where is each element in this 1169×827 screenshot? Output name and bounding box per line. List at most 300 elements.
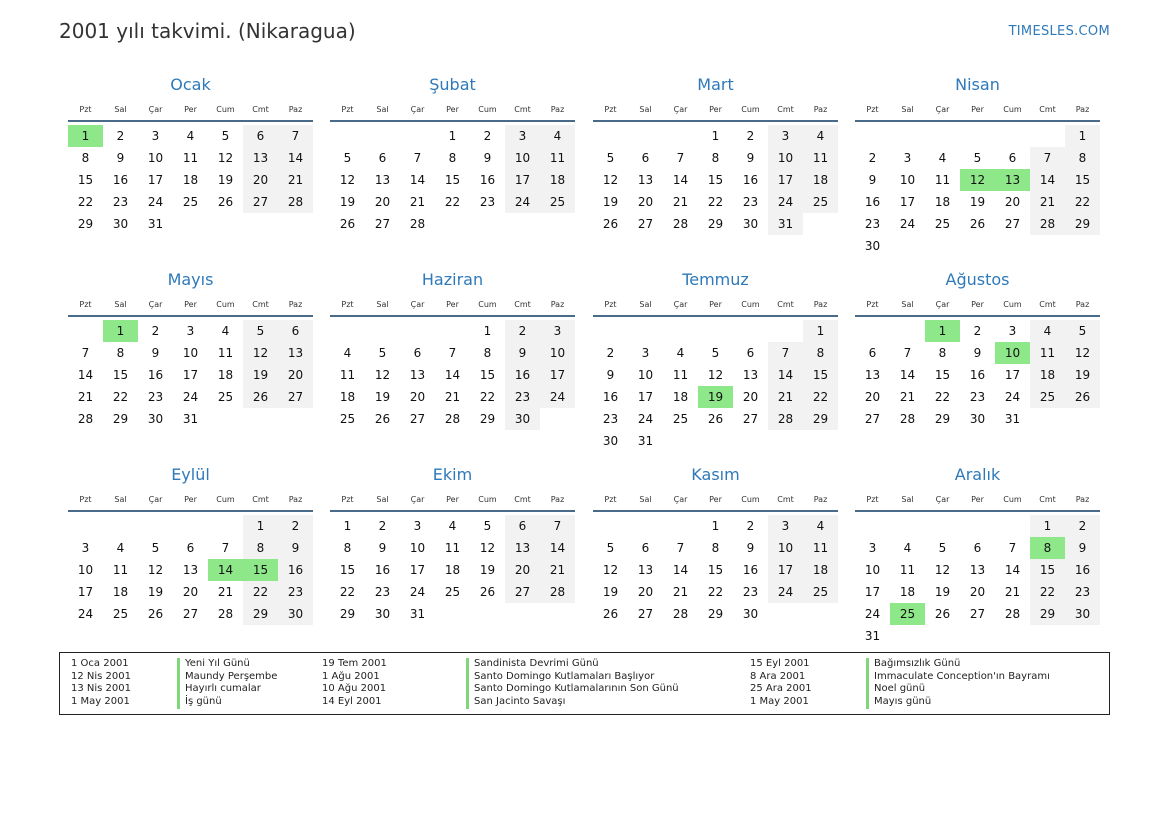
day-cell: 25 (1030, 386, 1065, 408)
weekday-label: Cmt (252, 494, 269, 504)
day-cell: 10 (182, 346, 199, 360)
weekday-label: Çar (673, 104, 688, 114)
day-cell: 31 (864, 629, 881, 643)
day-cell: 4 (938, 151, 947, 165)
month-1 (68, 72, 313, 235)
day-cell: 11 (899, 563, 916, 577)
weekday-label: Pzt (866, 299, 879, 309)
weekday-label: Cmt (1039, 494, 1056, 504)
day-cell: 5 (378, 346, 387, 360)
day-cell: 26 (934, 607, 951, 621)
month-11 (593, 462, 838, 625)
day-cell: 20 (182, 585, 199, 599)
days-grid (593, 512, 838, 625)
days-grid (855, 317, 1100, 430)
day-cell: 28 (672, 217, 689, 231)
day-cell: 19 (339, 195, 356, 209)
weekday-label: Cmt (252, 299, 269, 309)
day-cell: 1 (483, 324, 492, 338)
day-cell: 27 (374, 217, 391, 231)
weekday-label: Pzt (341, 494, 354, 504)
month-name: Kasım (691, 465, 740, 484)
weekday-header (855, 293, 1100, 317)
day-cell: 23 (505, 386, 540, 408)
day-cell: 22 (707, 585, 724, 599)
day-cell: 9 (1065, 537, 1100, 559)
day-cell: 23 (969, 390, 986, 404)
weekday-label: Sal (901, 299, 914, 309)
day-cell: 31 (1004, 412, 1021, 426)
day-cell: 15 (112, 368, 129, 382)
day-cell: 7 (413, 151, 422, 165)
day-cell: 21 (1030, 191, 1065, 213)
day-cell: 14 (409, 173, 426, 187)
day-cell: 22 (339, 585, 356, 599)
day-cell: 28 (768, 408, 803, 430)
day-cell: 19 (934, 585, 951, 599)
weekday-label: Cum (478, 104, 497, 114)
day-cell: 10 (540, 342, 575, 364)
weekday-label: Sal (901, 104, 914, 114)
day-cell: 17 (864, 585, 881, 599)
day-cell: 3 (505, 125, 540, 147)
day-cell: 23 (1065, 581, 1100, 603)
weekday-label: Per (971, 104, 984, 114)
day-cell: 17 (147, 173, 164, 187)
legend-holiday-name: Yeni Yıl Günü (177, 658, 277, 671)
day-cell: 29 (339, 607, 356, 621)
day-cell: 30 (864, 239, 881, 253)
day-cell: 21 (768, 386, 803, 408)
legend-date-column (322, 658, 387, 709)
days-grid (855, 512, 1100, 647)
day-cell: 13 (742, 368, 759, 382)
weekday-label: Çar (673, 299, 688, 309)
legend-date: 1 Ağu 2001 (322, 670, 380, 682)
weekday-label: Sal (639, 299, 652, 309)
day-cell: 4 (676, 346, 685, 360)
day-cell: 10 (409, 541, 426, 555)
weekday-label: Cmt (777, 104, 794, 114)
day-cell: 6 (973, 541, 982, 555)
day-cell: 9 (973, 346, 982, 360)
day-cell: 4 (448, 519, 457, 533)
day-cell: 12 (217, 151, 234, 165)
day-cell: 21 (672, 585, 689, 599)
day-cell: 29 (1030, 603, 1065, 625)
day-cell: 15 (803, 364, 838, 386)
day-cell: 22 (1030, 581, 1065, 603)
month-5 (68, 267, 313, 430)
day-cell: 22 (1065, 191, 1100, 213)
weekday-label: Per (709, 494, 722, 504)
day-cell: 1 (243, 515, 278, 537)
day-cell: 9 (606, 368, 615, 382)
legend-date: 19 Tem 2001 (322, 658, 387, 669)
weekday-label: Paz (1075, 494, 1090, 504)
day-cell: 2 (378, 519, 387, 533)
month-name: Mayıs (167, 270, 214, 289)
day-cell: 1 (343, 519, 352, 533)
holiday-day-cell: 8 (1030, 537, 1065, 559)
day-cell: 8 (1065, 147, 1100, 169)
day-cell: 13 (505, 537, 540, 559)
day-cell: 25 (444, 585, 461, 599)
day-cell: 25 (672, 412, 689, 426)
day-cell: 21 (409, 195, 426, 209)
weekday-label: Sal (901, 494, 914, 504)
day-cell: 5 (973, 151, 982, 165)
weekday-label: Çar (410, 104, 425, 114)
day-cell: 12 (707, 368, 724, 382)
weekday-label: Cum (216, 494, 235, 504)
month-name: Şubat (429, 75, 476, 94)
day-cell: 29 (707, 217, 724, 231)
day-cell: 5 (243, 320, 278, 342)
day-cell: 22 (803, 386, 838, 408)
day-cell: 20 (637, 585, 654, 599)
weekday-label: Cum (216, 299, 235, 309)
weekday-label: Çar (148, 299, 163, 309)
day-cell: 30 (969, 412, 986, 426)
legend-holiday-name: Santo Domingo Kutlamaları Başlıyor (466, 671, 679, 684)
day-cell: 4 (1030, 320, 1065, 342)
weekday-label: Cmt (1039, 104, 1056, 114)
day-cell: 23 (479, 195, 496, 209)
weekday-header (593, 293, 838, 317)
day-cell: 11 (339, 368, 356, 382)
day-cell: 22 (479, 390, 496, 404)
day-cell: 18 (1030, 364, 1065, 386)
weekday-label: Paz (550, 299, 565, 309)
day-cell: 31 (182, 412, 199, 426)
weekday-label: Pzt (79, 104, 92, 114)
weekday-label: Çar (935, 299, 950, 309)
day-cell: 19 (969, 195, 986, 209)
month-6 (330, 267, 575, 430)
day-cell: 6 (1008, 151, 1017, 165)
day-cell: 7 (676, 541, 685, 555)
weekday-label: Per (971, 299, 984, 309)
day-cell: 6 (413, 346, 422, 360)
legend-date: 14 Eyl 2001 (322, 696, 382, 708)
day-cell: 13 (409, 368, 426, 382)
day-cell: 9 (116, 151, 125, 165)
day-cell: 14 (1004, 563, 1021, 577)
day-cell: 7 (903, 346, 912, 360)
day-cell: 9 (746, 541, 755, 555)
day-cell: 28 (1004, 607, 1021, 621)
day-cell: 27 (969, 607, 986, 621)
weekday-label: Cum (478, 299, 497, 309)
holiday-day-cell: 1 (68, 125, 103, 147)
day-cell: 25 (112, 607, 129, 621)
day-cell: 14 (444, 368, 461, 382)
days-grid (68, 122, 313, 235)
month-3 (593, 72, 838, 235)
days-grid (68, 512, 313, 625)
day-cell: 3 (768, 125, 803, 147)
weekday-header (330, 293, 575, 317)
day-cell: 3 (151, 129, 160, 143)
legend-holiday-name: Sandinista Devrimi Günü (466, 658, 679, 671)
holiday-day-cell: 19 (698, 386, 733, 408)
weekday-label: Paz (813, 494, 828, 504)
weekday-header (855, 98, 1100, 122)
day-cell: 23 (864, 217, 881, 231)
weekday-label: Cmt (252, 104, 269, 114)
day-cell: 3 (540, 320, 575, 342)
weekday-label: Pzt (866, 494, 879, 504)
day-cell: 29 (479, 412, 496, 426)
day-cell: 9 (505, 342, 540, 364)
day-cell: 4 (803, 125, 838, 147)
day-cell: 30 (505, 408, 540, 430)
day-cell: 11 (803, 537, 838, 559)
day-cell: 5 (151, 541, 160, 555)
day-cell: 23 (602, 412, 619, 426)
day-cell: 22 (934, 390, 951, 404)
day-cell: 15 (1065, 169, 1100, 191)
day-cell: 12 (602, 563, 619, 577)
day-cell: 2 (116, 129, 125, 143)
day-cell: 21 (217, 585, 234, 599)
day-cell: 20 (278, 364, 313, 386)
day-cell: 26 (602, 607, 619, 621)
day-cell: 7 (1008, 541, 1017, 555)
day-cell: 3 (413, 519, 422, 533)
weekday-label: Çar (935, 104, 950, 114)
days-grid (593, 122, 838, 235)
day-cell: 16 (374, 563, 391, 577)
day-cell: 16 (505, 364, 540, 386)
day-cell: 26 (707, 412, 724, 426)
day-cell: 27 (637, 217, 654, 231)
day-cell: 10 (864, 563, 881, 577)
day-cell: 16 (1065, 559, 1100, 581)
day-cell: 6 (278, 320, 313, 342)
legend-holiday-name: Immaculate Conception'ın Bayramı (866, 671, 1050, 684)
day-cell: 25 (803, 191, 838, 213)
day-cell: 1 (711, 519, 720, 533)
day-cell: 27 (182, 607, 199, 621)
day-cell: 22 (112, 390, 129, 404)
day-cell: 26 (217, 195, 234, 209)
day-cell: 4 (540, 125, 575, 147)
weekday-label: Paz (288, 104, 303, 114)
day-cell: 25 (339, 412, 356, 426)
weekday-label: Pzt (866, 104, 879, 114)
day-cell: 24 (505, 191, 540, 213)
weekday-label: Per (446, 494, 459, 504)
day-cell: 6 (186, 541, 195, 555)
day-cell: 16 (742, 563, 759, 577)
legend-date: 12 Nis 2001 (71, 670, 131, 682)
weekday-label: Sal (114, 494, 127, 504)
day-cell: 11 (540, 147, 575, 169)
holiday-day-cell: 25 (890, 603, 925, 625)
day-cell: 3 (641, 346, 650, 360)
legend-holiday-name: San Jacinto Savaşı (466, 696, 679, 709)
weekday-label: Per (184, 299, 197, 309)
weekday-label: Cmt (1039, 299, 1056, 309)
weekday-header (593, 98, 838, 122)
days-grid (330, 122, 575, 235)
weekday-label: Pzt (604, 494, 617, 504)
day-cell: 6 (243, 125, 278, 147)
day-cell: 31 (637, 434, 654, 448)
legend-name-column (177, 658, 277, 709)
day-cell: 5 (606, 151, 615, 165)
day-cell: 24 (768, 581, 803, 603)
weekday-header (68, 98, 313, 122)
holiday-day-cell: 12 (960, 169, 995, 191)
holiday-legend (59, 652, 1110, 715)
day-cell: 18 (182, 173, 199, 187)
day-cell: 20 (864, 390, 881, 404)
day-cell: 24 (182, 390, 199, 404)
day-cell: 26 (374, 412, 391, 426)
day-cell: 15 (479, 368, 496, 382)
weekday-header (330, 488, 575, 512)
day-cell: 3 (1008, 324, 1017, 338)
day-cell: 5 (343, 151, 352, 165)
day-cell: 18 (540, 169, 575, 191)
legend-holiday-name: Bağımsızlık Günü (866, 658, 1050, 671)
day-cell: 24 (540, 386, 575, 408)
day-cell: 18 (803, 559, 838, 581)
day-cell: 4 (803, 515, 838, 537)
weekday-label: Per (184, 494, 197, 504)
weekday-label: Paz (1075, 104, 1090, 114)
day-cell: 14 (672, 173, 689, 187)
day-cell: 1 (711, 129, 720, 143)
day-cell: 2 (606, 346, 615, 360)
day-cell: 5 (938, 541, 947, 555)
day-cell: 6 (641, 541, 650, 555)
weekday-label: Sal (114, 104, 127, 114)
day-cell: 2 (151, 324, 160, 338)
day-cell: 3 (186, 324, 195, 338)
day-cell: 16 (864, 195, 881, 209)
holiday-day-cell: 15 (243, 559, 278, 581)
day-cell: 25 (182, 195, 199, 209)
day-cell: 25 (540, 191, 575, 213)
legend-date: 1 May 2001 (71, 696, 130, 708)
day-cell: 9 (278, 537, 313, 559)
day-cell: 17 (637, 390, 654, 404)
day-cell: 13 (637, 563, 654, 577)
legend-date-column (750, 658, 812, 709)
day-cell: 12 (147, 563, 164, 577)
day-cell: 27 (409, 412, 426, 426)
month-8 (855, 267, 1100, 430)
weekday-label: Çar (410, 299, 425, 309)
day-cell: 14 (1030, 169, 1065, 191)
day-cell: 20 (742, 390, 759, 404)
site-link[interactable]: TIMESLES.COM (1008, 24, 1110, 39)
weekday-label: Paz (288, 299, 303, 309)
day-cell: 30 (374, 607, 391, 621)
weekday-label: Pzt (79, 299, 92, 309)
day-cell: 21 (444, 390, 461, 404)
day-cell: 11 (217, 346, 234, 360)
day-cell: 8 (938, 346, 947, 360)
day-cell: 8 (711, 151, 720, 165)
weekday-label: Cum (741, 104, 760, 114)
day-cell: 19 (374, 390, 391, 404)
legend-date: 8 Ara 2001 (750, 670, 806, 682)
day-cell: 28 (444, 412, 461, 426)
day-cell: 27 (742, 412, 759, 426)
day-cell: 1 (1030, 515, 1065, 537)
day-cell: 14 (672, 563, 689, 577)
weekday-label: Per (184, 104, 197, 114)
day-cell: 28 (77, 412, 94, 426)
day-cell: 5 (483, 519, 492, 533)
legend-date: 1 Oca 2001 (71, 658, 129, 669)
day-cell: 17 (77, 585, 94, 599)
legend-name-column (466, 658, 679, 709)
day-cell: 16 (479, 173, 496, 187)
day-cell: 4 (903, 541, 912, 555)
weekday-label: Cmt (514, 494, 531, 504)
day-cell: 19 (243, 364, 278, 386)
day-cell: 12 (602, 173, 619, 187)
day-cell: 24 (864, 607, 881, 621)
day-cell: 18 (217, 368, 234, 382)
day-cell: 29 (803, 408, 838, 430)
day-cell: 7 (768, 342, 803, 364)
day-cell: 26 (1065, 386, 1100, 408)
day-cell: 8 (343, 541, 352, 555)
day-cell: 12 (1065, 342, 1100, 364)
month-name: Ağustos (945, 270, 1010, 289)
day-cell: 23 (147, 390, 164, 404)
weekday-label: Paz (288, 494, 303, 504)
day-cell: 5 (221, 129, 230, 143)
legend-name-column (866, 658, 1050, 709)
page-title: 2001 yılı takvimi. (Nikaragua) (59, 19, 356, 43)
day-cell: 22 (77, 195, 94, 209)
day-cell: 12 (243, 342, 278, 364)
day-cell: 7 (1030, 147, 1065, 169)
day-cell: 8 (483, 346, 492, 360)
day-cell: 22 (243, 581, 278, 603)
weekday-label: Cum (1003, 299, 1022, 309)
month-name: Nisan (955, 75, 1000, 94)
day-cell: 13 (374, 173, 391, 187)
day-cell: 4 (221, 324, 230, 338)
holiday-day-cell: 14 (208, 559, 243, 581)
day-cell: 29 (112, 412, 129, 426)
weekday-label: Paz (550, 494, 565, 504)
day-cell: 14 (278, 147, 313, 169)
day-cell: 5 (606, 541, 615, 555)
day-cell: 6 (746, 346, 755, 360)
day-cell: 30 (602, 434, 619, 448)
weekday-label: Çar (673, 494, 688, 504)
weekday-label: Sal (376, 104, 389, 114)
day-cell: 15 (1030, 559, 1065, 581)
day-cell: 17 (505, 169, 540, 191)
weekday-label: Sal (376, 494, 389, 504)
legend-date: 1 May 2001 (750, 696, 809, 708)
day-cell: 23 (278, 581, 313, 603)
weekday-label: Sal (376, 299, 389, 309)
day-cell: 27 (505, 581, 540, 603)
day-cell: 20 (374, 195, 391, 209)
